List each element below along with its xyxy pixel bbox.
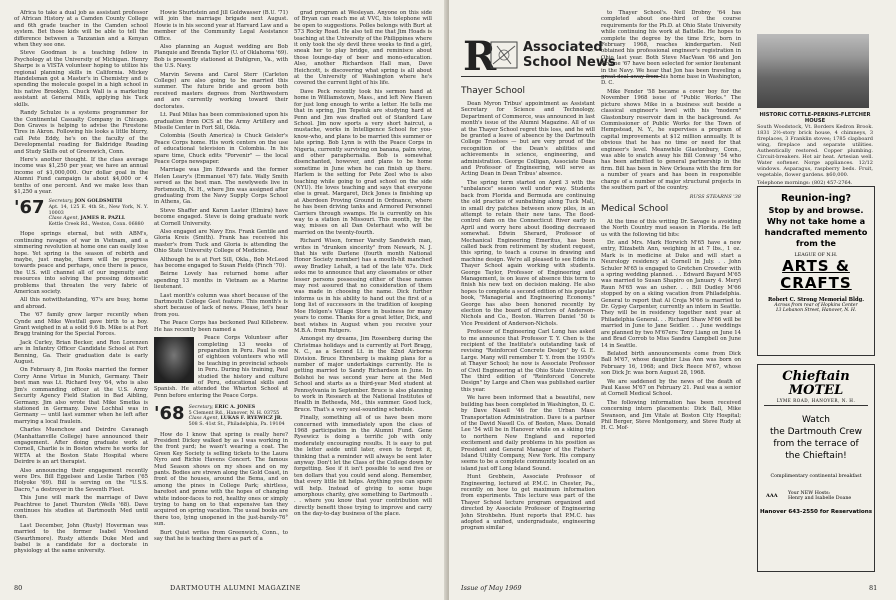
historic-house-phone: Telephone mornings: (802) 457-2764.	[757, 180, 853, 186]
paragraph: Africa to take a dual job as assistant professor of African History at a Camden County College and 6th grade teacher in the Camden school system. Bet those kids will be able to tell the difference between a Tanzanian and a Kenyan when they see one.	[14, 10, 148, 49]
paragraph: to Thayer School's. Neil Drobny '64 has completed about one-third of the course requirements for the Ph.D. at Ohio State University while continuing his work at Battelle. He hopes to complete the degree by the time Eric, born in February 1968, reaches kindergarten. Neil obtained his professional engineer's registration in Ohio last year. Both Steve MacVean '66 and Jon Greene '67 have been selected for senior lieutenant in the Navy. We hear that Jon has been traveling a great deal away from his home base in Washington, D. C.	[601, 10, 741, 87]
paragraph: Also engaged are Navy Ens. Frank Gentile and Gloria Kreis (Smith). Frank has received his master's from Tuck and Gloria is attending the Ohio State University College of Medicine.	[154, 229, 288, 255]
arts-crafts-wordmark: ARTS & CRAFTS	[780, 257, 852, 292]
paragraph: Last December, John (Rusty) Hoverman was married to the former Isabel Vreeland (Swarthmore). Rusty attends Duke Med and Isabel is a candidate for a doctorate in physiology at the same university.	[14, 522, 148, 555]
paragraph: This June will mark the marriage of Dave Peachtree to Janet Thurston (Wells '68). Dave continues his studies at Dartmouth Med until then.	[14, 495, 148, 521]
advertising-sidebar	[753, 34, 883, 574]
class-67-header	[14, 199, 148, 227]
motel-watch-copy	[758, 414, 874, 462]
col3-paragraphs	[294, 10, 432, 518]
paragraph: Belated birth announcements come from Dick Ball M'67, whose daughter Lisa Ann was born on February 16, 1968; and Dick Reece M'67, whose son Dick Jr. was born August 28, 1968.	[601, 350, 741, 377]
class-68-header	[154, 405, 288, 427]
paragraph: Hope springs eternal, but with ABM's, continuing ravages of war in Vietnam, and a simmering revolution at home one can easily lose hope. Yet spring is the season of rebirth and maybe, just maybe, there will be progress towards peace and perhaps, once there is peace, the U.S. will channel all of our ingenuity and resources into solving the pressing domestic problems that threaten the very fabric of American society.	[14, 231, 148, 295]
paragraph: Howie Shurtstein and Jill Goldwasser (B.U. '71) will join the marriage brigade next August. Howie is in his second year at Harvard Law and a member of the Community Legal Assistance Office.	[154, 10, 288, 42]
left-page	[0, 0, 447, 600]
class-68-info: Secretary, ERIC A. JONES 5 Clement Rd., Hanover, N. H. 03755 Class Agent, LUKAS F. RYEWICZ JR. 508 S. 41st St., Philadelphia, Pa. 19104	[188, 404, 285, 427]
thayer-signature: RUSS STEARNS '38	[689, 194, 741, 201]
paragraph: Steve Goodman is a teaching fellow in Psychology at the University of Michigan. Henry Sharpe is a VISTA volunteer hoping to utilize his regional planning skills in California. Mickey Handelsman got a Master's in Chemistry and is spending the molecule gospel in a high school in his native Brooklyn. Chuck Wall is a marketing assistant at General Mills, applying his Tuck skills.	[14, 50, 148, 108]
paragraph: Steve Shaffer and Karen Laster (Elmira) have become engaged. Steve is doing graduate work at Cornell University.	[154, 207, 288, 227]
paragraph: Randy Schulze is a systems programmer for the Continental Casualty Company in Chicago. Don Graves is helping to advise the Firestone Tires in Akron. Following his looks a little blurry, call Pete Eddy, he's on the faculty of the Developmental reading for Baldridge Reading and Study Skills out of Greenwich, Conn.	[14, 110, 148, 155]
paragraph: The Peace Corps has beckoned Paul Killebrew. He has recently been named a	[154, 320, 288, 333]
league-label: LEAGUE OF N.H.	[794, 253, 838, 258]
medical-school-heading: Medical School	[601, 203, 669, 214]
paragraph: All this notwithstanding, '67's are busy, home and abroad.	[14, 297, 148, 310]
portrait-photo	[154, 337, 194, 383]
paragraph: Dave Peck recently took his sermon hand at home in Williamstown, Mass., and left New Haven for just long enough to write a letter. He tells me that in spring, Jim Tepeluk are studying hard at Penn and Jim was drafted out of Stanford Law School. Jim now sports a very short haircut, a mustache, works in Intelligence School for you-know-who, and plans to be married this summer or late spring. Bob Lynn is with the Peace Corps in Nigeria, currently surviving on banana, palm wine, and other paraphernalia. Bob is somewhat disenchanted, however, and plans to be home sometime in June when he can finish up there. Harlem is the setting for Pete Zeel who is also teaching while going to grad school on the side (NYU). He loves teaching and says that everyone else is great. Margaret, Dick Jones is finishing up at Aberdeen Proving Ground in Ordnance, where he has been driving tanks and Armored Personnel Carriers through swamps. He is currently on his way to a station in Missouri. This month, by the way, misses on all Dan Osterhaut who will be married on the twenty-fourth.	[294, 88, 432, 236]
class-number-67: '67	[14, 197, 45, 219]
paragraph: Amongst my dreams, Jim Rosenberg during the Christmas holidays and is currently at Fort Bragg, N. C., as a Second Lt. in the 82nd Airborne Division. Bruce Ehrenberg is making plans for a number of major undertakings currently. He is getting married to Sandy Richardson in June. In Bolshoi he was second year here at the Med School and starts as a third-year Med student at Pennsylvania in September. Bruce is also planning to work in Research at the National Institutes of Health in Bethesda, Md., this summer. Good luck, Bruce. That's a very soul-sounding schedule.	[294, 336, 432, 413]
banner-line-1: Associated	[523, 40, 603, 55]
paragraph: Charles Muenchow and Deirdre Cavanagh (Manhattanville College) have announced their engagement. After doing graduate work at Cornell, Charlie is in Boston where he works for WETA at the Boston State Hospital where Deirdre is an art therapist.	[14, 427, 148, 466]
paragraph: Finally, something all of us have been more concerned with immediately upon the class of 1968 participation in the Alumni Fund. Gene Rysewicz is doing a terrific job with only moderately encouraging results. It is easy to put the letter aside until later, even to forget it, thinking that a reminder will always be sent later anyway. Don't let the Class of the College down by forgetting. See if it isn't possible to send five or ten dollars that you could send along. Remember, that every little bit helps. Anything you can spare will help. Instead of giving to some huge amorphous charity, give something to Dartmouth . . . where you know that your contribution will directly benefit those trying to improve and carry on the day-to-day business of the place.	[294, 415, 432, 518]
col2-paragraphs	[154, 10, 288, 333]
paragraph: Mike Fender '58 became a cover boy for the November 1968 issue of "Public Works." The picture shows Mike in a business suit beside a classical engineer's level with his "modern" Glastonbury reservoir dam in the background. As Commissioner of Public Works for the Town of Hempstead, N. Y., he supervises a program of capital improvements at $12 million annually. It is obvious that he has no time or need for that engineer's level. Meanwhile Glastonbury, Conn., was able to snatch away his Bill Conway '54 who has been admitted to general partnership in the firm. Bill has been in New Orleans with the firm for a number of years and has been in responsible charge of a number of major structural projects in the southern part of the country.	[601, 88, 741, 191]
paragraph: How do I know that spring is really here? President Dickey walked by as I was working in the front yard; he wasn't wearing a coat. The Green Key Society is selling tickets to the Laura Nyro and Richie Havens Concert. The famous Mud Season shows on my shoes and on my pants. Bodies are strewn along the Gold Coast, in front of the houses, around the Bema, and on among the pines in College Park; shirtless, barefoot and prone with the hopes of changing white indoor-faces to red, healthy ones or simply trying to hang on to that expensive tan they acquired on spring vacation. The usual books are there too, lying unopened in the just-barely-76° sun.	[154, 431, 288, 528]
class-68-address: 5 Clement Rd., Hanover, N. H. 03755	[188, 410, 280, 416]
class-67-agent: JAMES R. PAZLL	[80, 215, 126, 222]
motel-address: LYME ROAD, HANOVER, N. H.	[776, 398, 856, 403]
paragraph: grad program at Wesleyan. Anyone on this side of Bryan can reach me at VVC, his tolephone will be open to suggestions. Polles belongs with Burt at 573 Rocky Road. He also tell me that Jim Hoads is teaching at the University of the Philippines where it only took the sly devil three weeks to find a girl, sneak her to play bridge, and reminisce about those lounge-day of beer and mono-education. Also, another Richardson Hall man, Dave Heichcott, is discovering what spring is all about at the University of Washington where he's covered the current light of his life.	[294, 10, 432, 87]
col1-paragraphs	[14, 10, 148, 195]
watch-line-3: from the terrace of	[773, 439, 859, 449]
paragraph: Hunt Grebhein, Associate Professor of Engineering, lectured at P.M.C. in Chester, Pa., recently on how to get maximum information from experiments. This lecture was part of the Thayer School lecture program organized and directed by Associate Professor of Engineering John Strohbehn. Hunt reports that P.M.C. has adopted a unified, undergraduate, engineering program similar	[461, 474, 595, 532]
reunion-heading: Reunion-ing?	[780, 193, 852, 204]
paragraph: Marvin Sevens and Carol Sterr (Carleton College) are also going to be married this summer. The future bride and groom both received masters degrees from Northwestern and are currently working toward their doctorates.	[154, 71, 288, 110]
paragraph: Jack Curley, Brian Becker, and Ron Lorenzen are in Infantry Officer Candidate School at Fort Benning, Ga. Their graduation date is early August.	[14, 339, 148, 366]
aaa-badge: AAA	[766, 493, 778, 499]
killebrew-block	[154, 335, 288, 401]
paragraph: Last month's column was short because of the Dartmouth College Gest feature. This month's is short because of lack of news. Please, let's hear from you.	[154, 292, 288, 318]
paragraph: Also planning an August wedding are Bob Planquie and Brenda Taylor (U. of Oklahoma '69). Bob is presently stationed at Duhlgren, Va., with the U.S. Navy.	[154, 44, 288, 70]
right-column-1	[461, 84, 595, 580]
issue-footer: Issue of May 1969	[461, 584, 522, 592]
paragraph: Marriage was Jim Edwards and the former Helen Leary's (Emmanuel '67) fate. Wally Smith served as the best man. The newlyweds live in Portsmouth, N. H., where Jim was assigned after graduating from the Navy Supply Corps School in Athens, Ga.	[154, 167, 288, 206]
paragraph: Professor of Engineering Carl Long has asked to me announce that Professor T. Y. Chen is the recipient of the Institute's outstanding task of revising "Reinforced Concrete Design" by G. E. Large. Many will remember T. Y. from the 1950's at Thayer School; he now is Associate Professor of Civil Engineering at the Ohio State University. The third edition of "Reinforced Concrete Design" by Large and Chen was published earlier this year.	[461, 329, 595, 393]
left-column-2	[154, 10, 288, 580]
hosts-label: Your NEW Hosts:	[788, 491, 831, 496]
thayer-continued-paragraphs	[601, 10, 741, 191]
chieftain-motel-ad	[757, 364, 875, 572]
page-number-left: 80	[14, 584, 23, 592]
thayer-paragraphs	[461, 101, 595, 532]
class-67-address: Apt. 14, 125 E. 4th St., New York, N. Y. 10003	[48, 204, 148, 216]
paragraph: We have been informed that a beautiful, new building has been completed in Washington, D. C. by Dave Nasell '46 for the Urban Mass Transportation Administration. Dave is a partner of the David Nasell Co. of Boston, Mass. Donald Lee '54 will be in Hanover while on a skiing trip to northern New England and reported excitement and daily problems in his position as President and General Manager of the Fisher's Island Utility Company, New York. His company seems to be a complete community located on an island just off Long Island Sound.	[461, 395, 595, 472]
paragraph: Beirne Lovely has returned home after spending 13 months in Vietnam as a Marine lieutenant.	[154, 271, 288, 291]
watch-line-4: the Chieftain!	[785, 451, 847, 461]
historic-house-ad	[757, 112, 873, 186]
paragraph: On February 8, Jim Rooks married the former Corry Anne Virtue in Munich, Germany. Their best man was Lt. Richard Ivey '64, who is also Jim's commanding officer at the U.S. Army Security Agency Field Station in Bad Aibling, Germany. Jim also wrote that Mike Smetka is stationed in Germany. Dave Lochhal was in Germany — until last summer when he left after marrying a local fraulein.	[14, 367, 148, 425]
watch-line-1: Watch	[801, 415, 831, 425]
breakfast-note: Complimentary continental breakfast	[770, 474, 862, 479]
paragraph: Burt Quist writes from Greenwich, Conn., to say that he is teaching there as part of a	[154, 529, 288, 543]
page-number-right: 81	[869, 584, 878, 592]
right-column-2	[601, 10, 741, 580]
watch-line-2: the Dartmouth Crew	[769, 427, 863, 437]
left-column-3	[294, 10, 432, 580]
memento-line: Why not take home a handcrafted memento from the	[764, 216, 868, 248]
svg-text:R: R	[463, 34, 497, 74]
arts-address-2: Across from rear of Hopkins Center	[774, 303, 858, 308]
thayer-school-heading: Thayer School	[461, 86, 526, 96]
class-67-info: Secretary, JON GOLDSMITH Apt. 14, 125 E. 4th St., New York, N. Y. 10003 Class Agent, JAMES R. PAZLL Kettle Creek Rd., Weston, Conn. 06880	[48, 198, 148, 227]
rx-logo-icon	[461, 34, 519, 74]
magazine-footer: DARTMOUTH ALUMNI MAGAZINE	[170, 584, 301, 592]
browse-line: Stop by and browse.	[768, 205, 864, 215]
class-68-agent-address: 508 S. 41st St., Philadelphia, Pa. 19104	[188, 421, 285, 427]
banner-line-2: School News	[523, 55, 616, 70]
paragraph: The '67 family grew larger recently when Cynde and Mike Westfall gave birth to a boy. Grant weighed in at a solid 9.6 lb. Mike is at Fort Bragg training for the Special Forces.	[14, 312, 148, 338]
class-67-agent-address: Kettle Creek Rd., Weston, Conn. 06880	[48, 221, 144, 227]
paragraph: Colombia (South America) is Chuck Geisler's Peace Corps home. His work centers on the use of educational television in Colombia. In his spare time, Chuck edits "Porvenir" — the local Peace Corps newspaper.	[154, 133, 288, 165]
left-column-1	[14, 10, 148, 580]
class-number-68: '68	[154, 403, 185, 425]
motel-logo	[764, 370, 868, 406]
arts-crafts-ad	[757, 186, 875, 356]
paragraph: Although he is at Fort Sill, Okla., Bob McLeod has become engaged to Susan Fields (Finch '70).	[154, 256, 288, 270]
paragraph: Here's another thought. If the class average income was $1,250 per year, we have an annual income of $1,000,000. Our dollar goal in the Alumni Fund campaign is about $4,000 or 4 tenths of one percent. And we make less than $1,250 a year.	[14, 156, 148, 195]
historic-house-description: South Woodstock, Vt. Borders Kedron Brook. 1831 2½-story brick house, 4 chimneys, 3 fireplaces, 3 Franklin stoves; 1785 clapboard wing, fireplace and separate utilities. Authentically restored. Copper plumbing. Circuit-breakers. Hot air heat. Artesian well. Water softener. Norge appliances. 12/12 windows. Asparagus, raspberry beds. Fruit, vegetable, flower gardens. $60,000.	[757, 124, 873, 178]
class-68-agent: LUKAS F. RYEWICZ JR.	[220, 415, 283, 422]
paragraph: Also announcing their engagement recently were Drs. Bill Eggelsee and Leslie Tarbox ('65 Holyoke '69). Bill is serving on the "U.S.S. Dacro," a destroyer in the Seventh Fleet.	[14, 467, 148, 493]
paragraph: Peace Corps Volunteer after completing 13 weeks of preparation in Peru. Paul is one of eighteen volunteers who will be teaching in provincial schools in Peru. During his training, Paul studied the history and culture of Peru, educational skills and Spanish. He attended the Wharton School at Penn before entering the Peace Corps.	[154, 335, 288, 399]
col1-class67-paragraphs	[14, 231, 148, 555]
col2-class68-paragraphs	[154, 432, 288, 543]
paragraph: Lt. Paul Milas has been commissioned upon his graduation from OCS at the Army Artillery and Missile Center in Fort Sill, Okla.	[154, 112, 288, 131]
arts-address-1: Robert C. Strong Memorial Bldg.	[767, 297, 865, 303]
paragraph: The spring term started on April 3 with the "unbalance" season well under way. Students back from Florida and Bermuda are continuing the old practice of sunbathing along Tuck Mall, in small dry patches between snow piles, in an attempt to retain their new tans. The flood-control dam on the Connecticut River early in April and worry here about flooding decreased somewhat. Edwin Sherard, Professor of Mechanical Engineering Emeritus, has been called back from retirement by student request, this spring, to teach a course in drawing and machine design. We're all pleased to see Eddie in Thayer School again working with students. George Taylor, Professor of Engineering and Management, is on leave of absence this term to finish his new text on decision making. He also hopes to complete a second edition of his popular book, "Managerial and Engineering Economy." George has also been honored recently by election to the board of directors of Anderson-Nichols and Co., Boston. Warren Daniel '50 is Vice President of Anderson-Nichols.	[461, 179, 595, 327]
right-page	[449, 0, 896, 600]
class-67-secretary: JON GOLDSMITH	[74, 198, 123, 205]
paragraph: Richard Wison, former Varsity Sandwich man, writes in "drunken sincerity" from Newark, N. J. that his wife Darlene (fourth month National Honor Society member) has a mouth-hit manched away Bradley Lehalt, a tad of the late '67s. Dick asks me to announce that any classmates or other lesser persons possessing either of these names may rest assured that no consideration of them was made in choosing the name. Dick further informs us in his ability to hand out the first of a long list of successors in the tradition of keeping Moe Holgen's Village Store in business for many years to come. Thanks for a great letter, Dick, and best wishes in August when you receive your M.B.A. from Rutgers.	[294, 238, 432, 334]
paragraph: At the time of this writing Dr. Savage is avoiding the North Country mud season in Florida. He left us with the following tid bits:	[601, 218, 741, 238]
motel-name: Chieftain MOTEL	[782, 369, 850, 398]
paragraph: Dean Myron Tribus' appointment as Assistant Secretary for Science and Technology, Department of Commerce, was announced in last month's issue of the Alumni Magazine. All of us at the Thayer School regret this loss, and he will be granted a leave of absence by the Dartmouth College Trustees — but are very proud of the recognition of the Dean's abilities and achievements in science, engineering, and administration. George Colligan, Associate Dean and Professor of Engineering, will serve as Acting Dean in Dean Tribus' absence.	[461, 101, 595, 178]
class-68-secretary: ERIC A. JONES	[214, 404, 256, 411]
historic-house-photo	[757, 34, 869, 108]
medical-paragraphs	[601, 219, 741, 432]
historic-house-title: HISTORIC COTTLE-PERKINS-FLETCHER HOUSE	[759, 112, 871, 124]
paragraph: The following information has been received concerning intern placements: Dick Ball, Mike Swanson, and Jim Vitale at Boston City Hospital; Phil Berger, Steve Montgomery, and Steve Rudy at H. C. Mof-	[601, 399, 741, 432]
hosts-names: Henry and Isabelle Doane	[788, 496, 852, 501]
paragraph: Dr. and Mrs. Mark Horwich M'65 have a new entry, Elizabeth Ann, weighing in at 7 lbs., 1 oz. Mark is in medicine at Duke and will start a Neurology residency at Cornell in July. . . John Schuler M'65 is engaged to Gretchen Crowder with a spring wedding planned. . . Edward Bayard M'65 was married to Susan Shapiro on January 4. Meryl Raun M'65 was an usher. . . Bill Dudley M'66 stopped by on a skiing vacation from Philadelphia. General to report that Al Croja M'66 is married to Dr. Gypsy Carpenter, currently an intern in Seattle. They will be in residency together next year at Philadelphia General. . . Richard Shaw M'66 will be married in June to Jane Seidler. . . June weddings are planned by two M'67ers: Tony Liang on June 14 and Brad Corrob to Miss Sandra Campbell on June 14 in Seattle.	[601, 240, 741, 349]
arts-address-3: 13 Lebanon Street, Hanover, N. H.	[775, 308, 857, 313]
motel-phone: Hanover 643-2550 for Reservations	[759, 509, 873, 515]
paragraph: We are saddened by the news of the death of Paul Kasse M'67 on February 21. Paul was a senior at Cornell Medical School.	[601, 378, 741, 398]
